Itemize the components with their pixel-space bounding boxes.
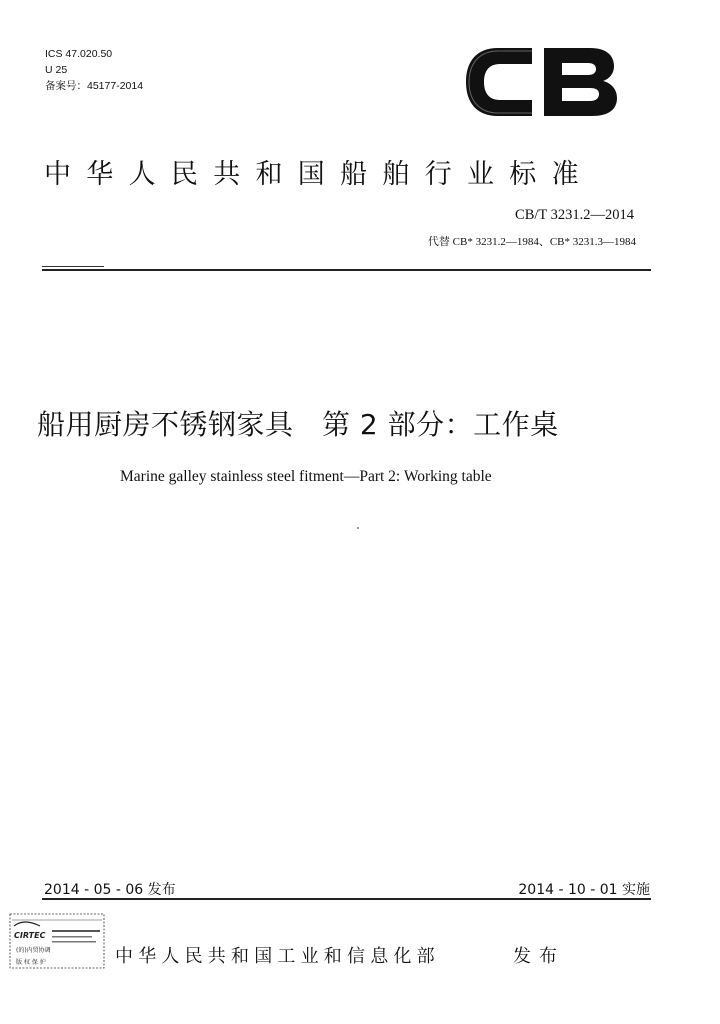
document-title-zh: 船用厨房不锈钢家具 第 2 部分：工作桌 [37, 408, 559, 441]
class-code: U 25 [45, 64, 68, 76]
standard-code: CB/T 3231.2—2014 [515, 207, 634, 223]
svg-text:CIRTEC: CIRTEC [14, 931, 46, 940]
document-title-en: Marine galley stainless steel fitment—Part 2: Working table [120, 468, 492, 485]
divider-short [42, 266, 104, 267]
divider-top [42, 269, 651, 271]
classification-block [45, 46, 143, 94]
effective-date: 2014 - 10 - 01 实施 [518, 882, 650, 898]
filing-number: 备案号：45177-2014 [45, 80, 144, 92]
cb-logo-icon [462, 42, 620, 122]
replaced-standards: 代替 CB* 3231.2—1984、CB* 3231.3—1984 [427, 236, 636, 248]
issue-label: 发布 [513, 946, 565, 967]
ics-code: ICS 47.020.50 [45, 48, 113, 60]
standard-type-heading: 中华人民共和国船舶行业标准 [44, 159, 594, 190]
issuing-authority: 中华人民共和国工业和信息化部 [115, 946, 440, 967]
scan-speck [357, 527, 359, 529]
divider-bottom [42, 898, 651, 900]
svg-text:版 权 保 护: 版 权 保 护 [16, 959, 46, 966]
publish-date: 2014 - 05 - 06 发布 [44, 882, 176, 898]
copyright-stamp-icon [8, 912, 106, 970]
svg-text:(的)内贸协调: (的)内贸协调 [16, 947, 51, 954]
